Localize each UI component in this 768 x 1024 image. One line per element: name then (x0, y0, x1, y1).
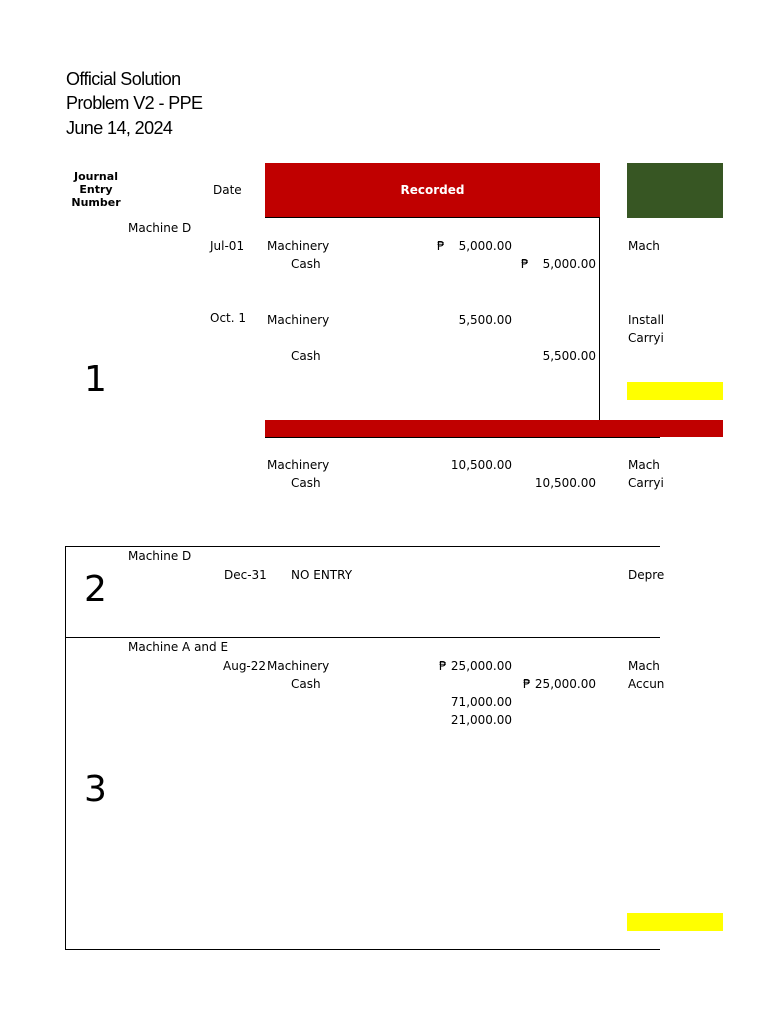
title-line-1: Official Solution (66, 69, 181, 89)
entry-date: Oct. 1 (210, 311, 247, 325)
section-2-number: 2 (84, 569, 107, 610)
column-header-recorded: Recorded (400, 183, 465, 197)
debit-account: Machinery (267, 313, 330, 327)
column-header-je-number: Journal Entry Number (71, 170, 121, 209)
divider-line (265, 437, 660, 438)
correct-header-band (627, 163, 723, 218)
correct-entry-text: Depre (628, 568, 665, 582)
debit-amount: 10,500.00 (450, 458, 512, 472)
correct-entry-text: Carryi (628, 476, 664, 490)
correct-entry-text: Mach (628, 458, 660, 472)
section-2-label: Machine D (128, 549, 192, 563)
section-3-label: Machine A and E (128, 640, 229, 654)
credit-amount: 25,000.00 (534, 677, 596, 691)
section-1-number: 1 (84, 359, 107, 400)
entry-date: Jul-01 (210, 239, 245, 253)
yellow-highlight (627, 913, 723, 931)
credit-account: Cash (291, 349, 321, 363)
credit-amount: 10,500.00 (534, 476, 596, 490)
currency-symbol: ₱ (523, 677, 531, 691)
divider-line (65, 949, 660, 950)
title-line-2: Problem V2 - PPE (66, 93, 203, 113)
divider-line (265, 217, 600, 218)
credit-account: Cash (291, 257, 321, 271)
divider-line (65, 637, 660, 638)
currency-symbol: ₱ (521, 257, 529, 271)
debit-account: Machinery (267, 458, 330, 472)
debit-account: Machinery (267, 659, 330, 673)
debit-account: Machinery (267, 239, 330, 253)
red-separator-band (265, 420, 723, 437)
cropped-area (660, 218, 768, 420)
debit-amount: 5,000.00 (458, 239, 512, 253)
debit-amount: 25,000.00 (450, 659, 512, 673)
divider-line (599, 217, 600, 420)
extra-amount: 21,000.00 (450, 713, 512, 727)
section-1-label: Machine D (128, 221, 192, 235)
debit-amount: 5,500.00 (458, 313, 512, 327)
entry-date: Aug-22 (223, 659, 267, 673)
no-entry-text: NO ENTRY (291, 568, 353, 582)
divider-line (65, 546, 66, 950)
currency-symbol: ₱ (437, 239, 445, 253)
entry-date: Dec-31 (224, 568, 267, 582)
correct-entry-text: Accun (628, 677, 665, 691)
credit-account: Cash (291, 476, 321, 490)
credit-amount: 5,500.00 (542, 349, 596, 363)
correct-entry-text: Mach (628, 659, 660, 673)
currency-symbol: ₱ (439, 659, 447, 673)
extra-amount: 71,000.00 (450, 695, 512, 709)
correct-entry-text: Install (628, 313, 665, 327)
credit-amount: 5,000.00 (542, 257, 596, 271)
divider-line (65, 546, 660, 547)
section-3-number: 3 (84, 769, 107, 810)
credit-account: Cash (291, 677, 321, 691)
title-line-3: June 14, 2024 (66, 118, 173, 138)
correct-entry-text: Carryi (628, 331, 664, 345)
column-header-date: Date (213, 183, 242, 197)
correct-entry-text: Mach (628, 239, 660, 253)
